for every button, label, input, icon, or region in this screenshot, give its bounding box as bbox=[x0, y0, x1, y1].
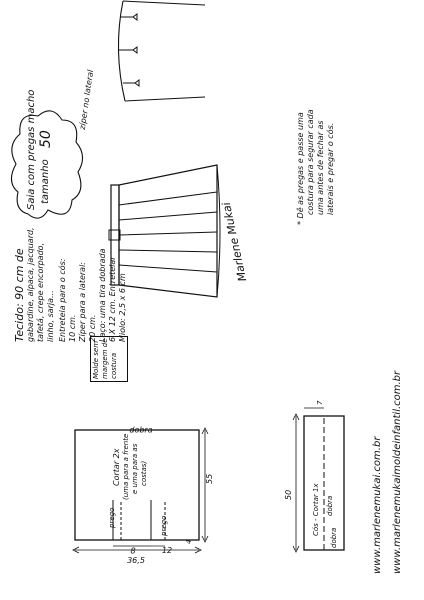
waistband-height-dim: 7 bbox=[316, 400, 324, 405]
interfacing-line: Entretela para o cós: bbox=[58, 258, 67, 342]
seam-note-line: Molde sem bbox=[92, 340, 100, 379]
prego-label-bottom: prego bbox=[160, 515, 168, 536]
waistband-fold: dobra bbox=[326, 495, 334, 516]
zipper-line: Zíper para a lateral: bbox=[78, 262, 87, 342]
fabric-line: Tecido: 90 cm de bbox=[13, 248, 26, 342]
pleat-detail-drawing bbox=[95, 0, 215, 105]
cut-line: e uma para as bbox=[131, 443, 139, 494]
pleats-note-line: costura para segurar cada bbox=[306, 109, 315, 215]
title-size: 50 bbox=[38, 130, 54, 148]
pleats-note-line: laterais e pregar o cós. bbox=[326, 122, 335, 215]
title-line-2: tamanho bbox=[40, 159, 51, 204]
skirt-height-dim: 55 bbox=[205, 473, 214, 484]
seam-note bbox=[92, 338, 119, 379]
pleats-note-line: * Dê as pregas e passe uma bbox=[296, 112, 305, 225]
materials-list bbox=[14, 227, 128, 342]
waistband-label: Cós - Cortar 1x bbox=[312, 483, 320, 536]
cut-line: (uma para a frente bbox=[122, 433, 130, 500]
waistband-piece bbox=[288, 390, 354, 570]
website-1: www.marlenemukai.com.br bbox=[372, 436, 383, 574]
skirt-fold-label: dobra bbox=[129, 425, 153, 435]
waistband-fold-side: dobra bbox=[330, 527, 338, 548]
fabric-line: linho, sarja... bbox=[46, 290, 55, 342]
website-2: www.marlenemukaimoldeinfantil.com.br bbox=[392, 370, 403, 574]
fabric-line: gabardine, alpaca, jacquard, bbox=[26, 227, 35, 342]
fabric-line: tafetá, crepe encorpado, bbox=[36, 242, 45, 342]
pleats-instructions bbox=[296, 109, 336, 225]
prego-label-top: prego bbox=[108, 507, 116, 528]
zipper-line: 20 cm. bbox=[88, 314, 97, 342]
waistband-length-dim: 50 bbox=[284, 489, 293, 500]
interfacing-line: 10 cm. bbox=[68, 314, 77, 342]
skirt-width-dim: 36,5 bbox=[127, 556, 145, 566]
pleats-note-line: uma antes de fechar as bbox=[316, 120, 325, 215]
seam-note-line: margem de bbox=[101, 338, 109, 379]
cut-line: Cortar 2x bbox=[112, 448, 121, 486]
bow-line: Miolo: 2,5 x 6 cm bbox=[118, 273, 127, 342]
pleat-depth-dim: 12 bbox=[161, 545, 173, 555]
zipper-side-note: zíper no lateral bbox=[77, 69, 96, 131]
seam-note-line: costura bbox=[110, 352, 118, 379]
small-dim: 4 bbox=[185, 539, 193, 544]
cut-instructions bbox=[112, 434, 149, 500]
title-block bbox=[26, 90, 52, 210]
bow-line: Laço: uma tira dobrada bbox=[98, 248, 107, 342]
title-line-1: Saia com pregas macho bbox=[26, 89, 37, 210]
cut-line: costas) bbox=[140, 460, 148, 486]
signature: Marlene Mukai bbox=[219, 201, 250, 283]
pleat-width-dim: 8 bbox=[130, 546, 136, 556]
bow-line: 6 X 12 cm. Entretelar bbox=[108, 256, 117, 342]
